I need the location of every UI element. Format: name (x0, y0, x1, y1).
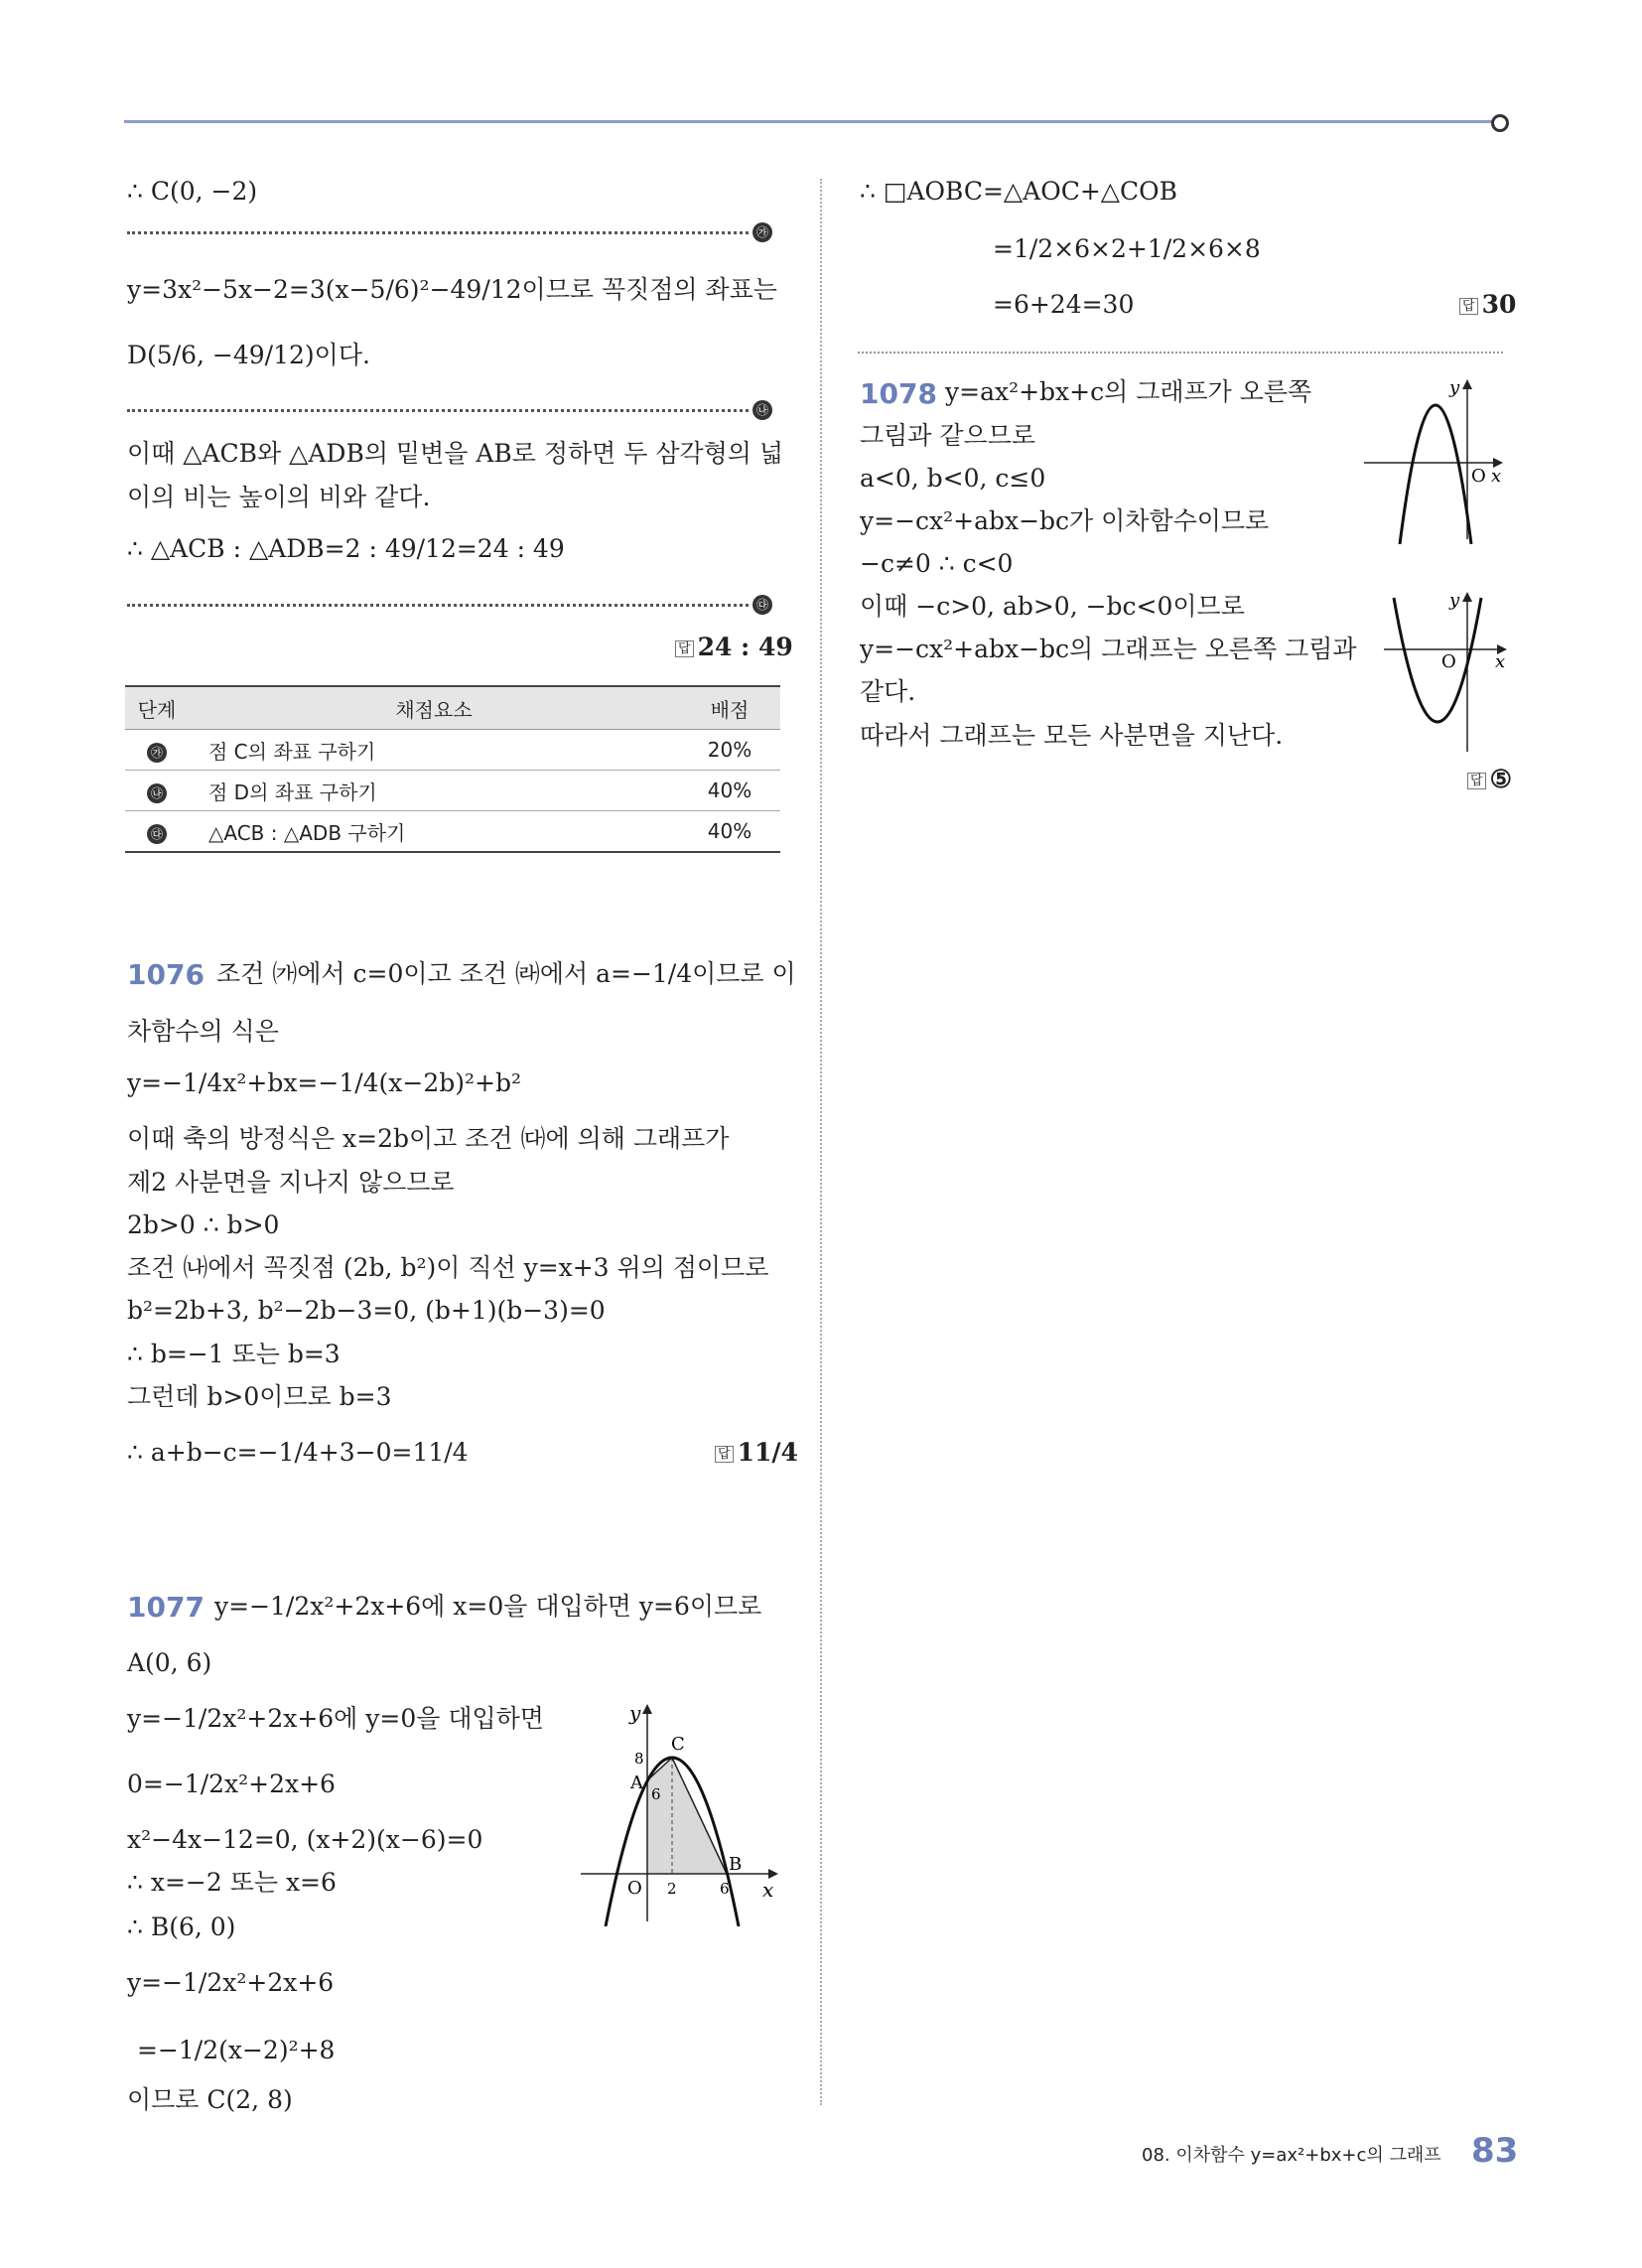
y-axis-arrow-icon (1462, 379, 1472, 389)
table-cell-item: △ACB : △ADB 구하기 (189, 811, 679, 853)
p1076-line: ∴ a+b−c=−1/4+3−0=11/4 (127, 1438, 469, 1467)
origin-label: O (627, 1878, 642, 1899)
step-marker-3: ㉰ (753, 595, 772, 615)
p1076-line: y=−1/4x²+bx=−1/4(x−2b)²+b² (127, 1068, 522, 1097)
right-line-2: =1/2×6×2+1/2×6×8 (993, 234, 1261, 263)
p1078-line: −c≠0 ∴ c<0 (860, 549, 1014, 578)
p1076-line: 조건 ㈏에서 꼭짓점 (2b, b²)이 직선 y=x+3 위의 점이므로 (127, 1253, 769, 1282)
x-axis-label: x (1495, 651, 1506, 672)
dotted-divider (127, 604, 749, 607)
p1076-line: b²=2b+3, b²−2b−3=0, (b+1)(b−3)=0 (127, 1296, 606, 1325)
left-line-6: ∴ △ACB : △ADB=2 : 49/12=24 : 49 (127, 534, 565, 563)
origin-label: O (1471, 466, 1486, 487)
parabola-curve (1400, 405, 1471, 544)
y-axis-arrow-icon (1462, 592, 1472, 602)
footer-chapter: 08. 이차함수 y=ax²+bx+c의 그래프 (1142, 2145, 1441, 2166)
dotted-divider (127, 409, 749, 412)
left-line-2: y=3x²−5x−2=3(x−5/6)²−49/12이므로 꼭짓점의 좌표는 (127, 275, 777, 304)
y-axis-label: y (1449, 377, 1460, 398)
column-divider (820, 179, 822, 2105)
table-row (125, 730, 780, 771)
p1076-line: 그런데 b>0이므로 b=3 (127, 1382, 392, 1411)
answer (675, 633, 793, 661)
right-line-1: ∴ □AOBC=△AOC+△COB (860, 177, 1178, 206)
problem-number-1078: 1078 (860, 377, 937, 410)
table-cell-item: 점 C의 좌표 구하기 (189, 730, 679, 771)
p1077-line: ∴ B(6, 0) (127, 1913, 236, 1941)
p1078-line: y=−cx²+abx−bc가 이차함수이므로 (860, 506, 1270, 535)
table-header: 채점요소 (189, 686, 679, 730)
point-b-label: B (729, 1854, 743, 1875)
p1078-line: y=ax²+bx+c의 그래프가 오른쪽 (945, 377, 1312, 406)
p1078-line: 따라서 그래프는 모든 사분면을 지난다. (860, 721, 1284, 750)
dotted-divider (127, 231, 749, 234)
origin-label: O (1441, 651, 1456, 672)
p1077-line: 이므로 C(2, 8) (127, 2085, 293, 2114)
p1078-line: 같다. (860, 677, 916, 706)
answer-value: 11/4 (737, 1438, 798, 1467)
p1076-line: 차함수의 식은 (127, 1017, 279, 1046)
p1077-line: 0=−1/2x²+2x+6 (127, 1770, 336, 1798)
p1078-line: a<0, b<0, c≤0 (860, 464, 1046, 493)
left-line-1: ∴ C(0, −2) (127, 177, 258, 206)
p1077-line: =−1/2(x−2)²+8 (137, 2036, 336, 2064)
p1077-line: y=−1/2x²+2x+6에 x=0을 대입하면 y=6이므로 (214, 1592, 762, 1621)
header-dot-icon (1491, 114, 1509, 132)
answer-value: 24 : 49 (697, 633, 793, 661)
p1077-line: ∴ x=−2 또는 x=6 (127, 1868, 337, 1897)
p1076-line: 이때 축의 방정식은 x=2b이고 조건 ㈐에 의해 그래프가 (127, 1124, 730, 1153)
y-axis-arrow-icon (642, 1704, 652, 1714)
table-header: 단계 (125, 686, 189, 730)
answer-value: ⑤ (1489, 765, 1512, 793)
scoring-table (125, 685, 780, 853)
parabola-curve (1394, 598, 1481, 722)
answer-label: 답 (1459, 298, 1478, 315)
page-number: 83 (1471, 2131, 1519, 2171)
tick-label-x2: 2 (667, 1880, 677, 1898)
left-line-5: 이의 비는 높이의 비와 같다. (127, 483, 431, 511)
p1077-line: y=−1/2x²+2x+6에 y=0을 대입하면 (127, 1704, 544, 1733)
tick-label-8: 8 (634, 1750, 644, 1768)
table-cell-score: 40% (679, 771, 780, 811)
table-header: 배점 (679, 686, 780, 730)
answer-value: 30 (1481, 290, 1517, 319)
graph-1078-b (1380, 588, 1519, 757)
step-marker-2: ㉯ (753, 400, 772, 420)
p1076-line: ∴ b=−1 또는 b=3 (127, 1340, 341, 1368)
table-cell-step: ㉰ (147, 824, 167, 844)
dotted-divider (858, 352, 1503, 354)
p1078-line: 그림과 같으므로 (860, 421, 1035, 450)
answer (1467, 765, 1512, 793)
right-line-3: =6+24=30 (993, 290, 1135, 319)
step-marker-1: ㉮ (753, 222, 772, 242)
p1076-line: 2b>0 ∴ b>0 (127, 1210, 280, 1239)
p1077-line: A(0, 6) (127, 1648, 212, 1677)
table-cell-score: 40% (679, 811, 780, 853)
table-cell-score: 20% (679, 730, 780, 771)
problem-number-1077: 1077 (127, 1591, 205, 1624)
table-row (125, 771, 780, 811)
answer-label: 답 (1467, 773, 1486, 789)
shaded-quadrilateral (647, 1758, 727, 1874)
y-axis-label: y (1449, 590, 1460, 611)
p1078-line: 이때 −c>0, ab>0, −bc<0이므로 (860, 592, 1245, 621)
left-line-3: D(5/6, −49/12)이다. (127, 341, 370, 369)
header-rule (124, 120, 1497, 123)
answer (715, 1438, 798, 1467)
p1076-line: 제2 사분면을 지나지 않으므로 (127, 1168, 455, 1197)
tick-label-x6: 6 (720, 1880, 730, 1898)
left-line-4: 이때 △ACB와 △ADB의 밑변을 AB로 정하면 두 삼각형의 넓 (127, 439, 784, 468)
p1077-line: y=−1/2x²+2x+6 (127, 1968, 335, 1997)
point-a-label: A (630, 1772, 643, 1793)
table-cell-item: 점 D의 좌표 구하기 (189, 771, 679, 811)
problem-number-1076: 1076 (127, 958, 205, 991)
table-cell-step: ㉯ (147, 783, 167, 803)
tick-label-6: 6 (651, 1785, 661, 1803)
point-c-label: C (671, 1734, 685, 1755)
y-axis-label: y (629, 1701, 641, 1725)
table-row (125, 811, 780, 853)
p1076-line: 조건 ㈎에서 c=0이고 조건 ㈑에서 a=−1/4이므로 이 (216, 959, 796, 988)
x-axis-label: x (1491, 466, 1502, 487)
x-axis-label: x (762, 1878, 774, 1902)
answer (1459, 290, 1516, 319)
table-cell-step: ㉮ (147, 743, 167, 763)
graph-1077 (576, 1698, 794, 1926)
p1077-line: x²−4x−12=0, (x+2)(x−6)=0 (127, 1825, 483, 1854)
answer-label: 답 (675, 640, 694, 657)
p1078-line: y=−cx²+abx−bc의 그래프는 오른쪽 그림과 (860, 635, 1357, 663)
graph-1078-a (1360, 375, 1509, 544)
answer-label: 답 (715, 1446, 734, 1463)
